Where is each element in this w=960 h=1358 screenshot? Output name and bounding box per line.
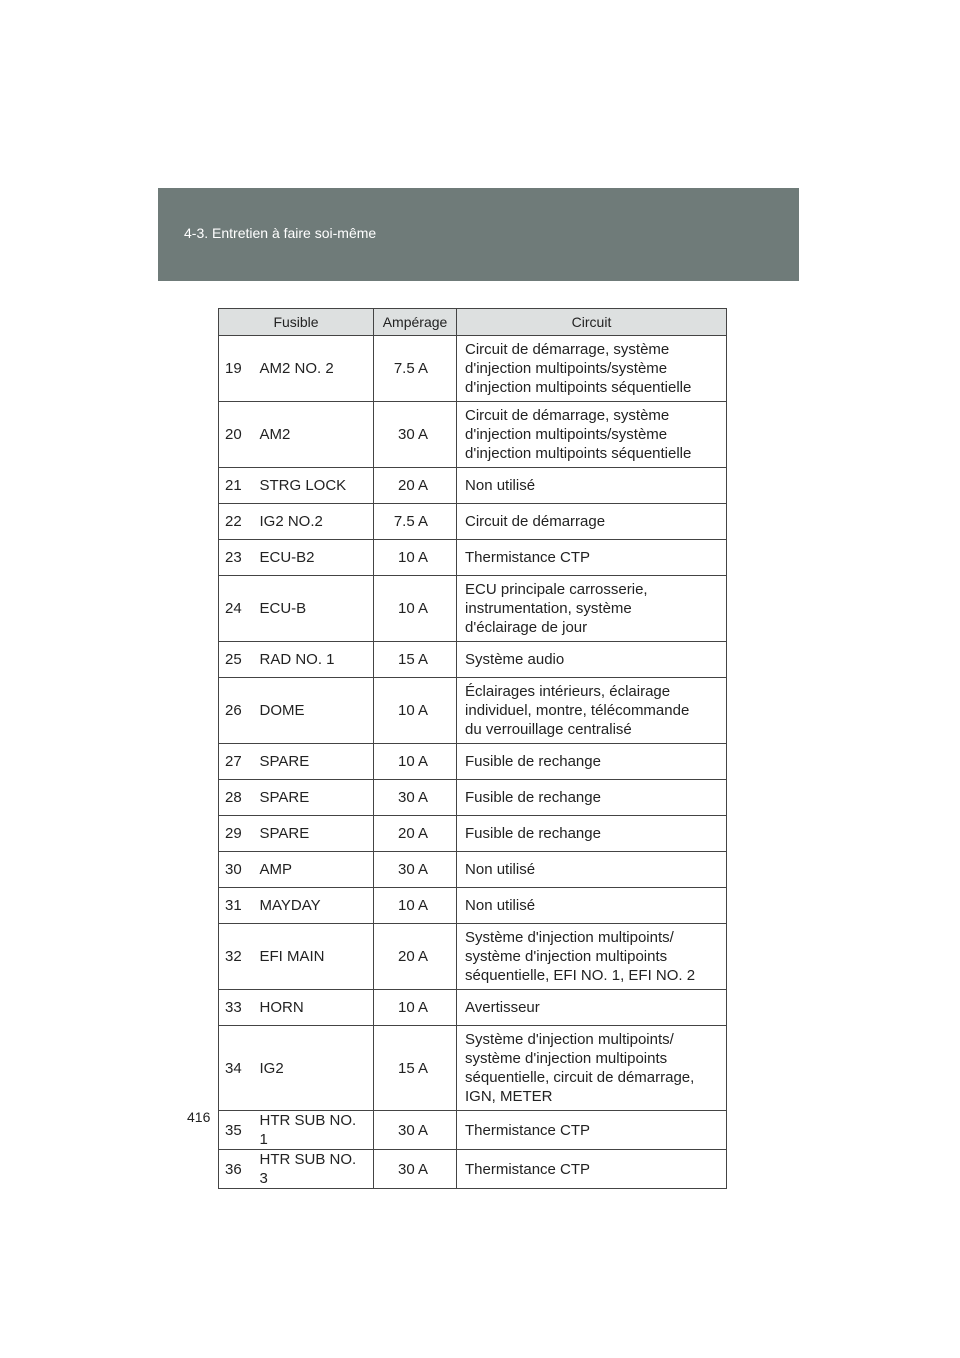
circuit-line: du verrouillage centralisé: [465, 721, 632, 738]
section-title: 4-3. Entretien à faire soi-même: [184, 225, 377, 241]
circuit-line: Non utilisé: [465, 477, 536, 494]
fuse-name: IG2: [250, 1026, 374, 1111]
fuse-name: AMP: [250, 852, 374, 888]
fuse-name: SPARE: [250, 816, 374, 852]
fuse-name: AM2 NO. 2: [250, 336, 374, 402]
fuse-name: ECU-B2: [250, 540, 374, 576]
fuse-amperage: 30 A: [374, 402, 457, 468]
fuse-number: 22: [219, 504, 250, 540]
table-row: [219, 402, 727, 468]
page-number: 416: [187, 1109, 211, 1125]
table-row: [219, 540, 727, 576]
column-header-amperage: Ampérage: [374, 309, 457, 336]
fuse-name: SPARE: [250, 744, 374, 780]
fuse-number: 26: [219, 678, 250, 744]
circuit-line: Avertisseur: [465, 999, 540, 1016]
fuse-amperage: 15 A: [374, 642, 457, 678]
circuit-line: Fusible de rechange: [465, 825, 601, 842]
circuit-line: d'éclairage de jour: [465, 619, 588, 636]
fuse-number: 21: [219, 468, 250, 504]
circuit-line: ECU principale carrosserie,: [465, 581, 648, 598]
fuse-name: HTR SUB NO. 1: [250, 1111, 374, 1150]
fuse-number: 33: [219, 990, 250, 1026]
fuse-number: 36: [219, 1150, 250, 1189]
circuit-line: IGN, METER: [465, 1088, 553, 1105]
fuse-circuit: [457, 1150, 727, 1189]
circuit-line: d'injection multipoints/système: [465, 426, 668, 443]
fuse-name: RAD NO. 1: [250, 642, 374, 678]
circuit-line: Éclairages intérieurs, éclairage: [465, 683, 671, 700]
fuse-number: 28: [219, 780, 250, 816]
table-row: [219, 504, 727, 540]
table-row: [219, 924, 727, 990]
fuse-number: 30: [219, 852, 250, 888]
fuse-name: DOME: [250, 678, 374, 744]
table-row: [219, 642, 727, 678]
circuit-line: Thermistance CTP: [465, 549, 591, 566]
table-row: [219, 780, 727, 816]
circuit-line: Système audio: [465, 651, 565, 668]
fuse-amperage: 15 A: [374, 1026, 457, 1111]
fuse-circuit: [457, 780, 727, 816]
fuse-number: 24: [219, 576, 250, 642]
table-row: [219, 816, 727, 852]
fuse-amperage: 30 A: [374, 780, 457, 816]
fuse-amperage: 10 A: [374, 576, 457, 642]
fuse-number: 25: [219, 642, 250, 678]
fuse-circuit: [457, 642, 727, 678]
fuse-circuit: [457, 678, 727, 744]
circuit-line: d'injection multipoints séquentielle: [465, 445, 692, 462]
fuse-number: 31: [219, 888, 250, 924]
fuse-circuit: [457, 504, 727, 540]
fuse-circuit: [457, 1026, 727, 1111]
circuit-line: individuel, montre, télécommande: [465, 702, 690, 719]
fuse-amperage: 7.5 A: [374, 336, 457, 402]
fuse-name: HTR SUB NO. 3: [250, 1150, 374, 1189]
fuse-number: 19: [219, 336, 250, 402]
fuse-number: 23: [219, 540, 250, 576]
fuse-amperage: 10 A: [374, 540, 457, 576]
fuse-amperage: 10 A: [374, 888, 457, 924]
table-row: [219, 852, 727, 888]
circuit-line: Fusible de rechange: [465, 753, 601, 770]
fuse-amperage: 10 A: [374, 990, 457, 1026]
table-header-row: [219, 309, 727, 336]
circuit-line: système d'injection multipoints: [465, 1050, 668, 1067]
fuse-number: 27: [219, 744, 250, 780]
fuse-circuit: [457, 576, 727, 642]
circuit-line: Thermistance CTP: [465, 1160, 591, 1178]
table-row: [219, 888, 727, 924]
fuse-name: IG2 NO.2: [250, 504, 374, 540]
circuit-line: Circuit de démarrage: [465, 513, 606, 530]
fuse-circuit: [457, 468, 727, 504]
table-row: [219, 990, 727, 1026]
fuse-name: SPARE: [250, 780, 374, 816]
circuit-line: d'injection multipoints/système: [465, 360, 668, 377]
section-header-band: [158, 188, 799, 281]
fuse-table-body: [219, 336, 727, 1189]
fuse-amperage: 20 A: [374, 816, 457, 852]
fuse-amperage: 10 A: [374, 744, 457, 780]
circuit-line: Circuit de démarrage, système: [465, 407, 670, 424]
table-row: [219, 1026, 727, 1111]
circuit-line: instrumentation, système: [465, 600, 632, 617]
circuit-line: Thermistance CTP: [465, 1121, 591, 1139]
fuse-name: EFI MAIN: [250, 924, 374, 990]
fuse-table: [218, 308, 727, 1189]
fuse-amperage: 20 A: [374, 468, 457, 504]
fuse-amperage: 30 A: [374, 852, 457, 888]
circuit-line: Circuit de démarrage, système: [465, 341, 670, 358]
fuse-amperage: 20 A: [374, 924, 457, 990]
fuse-circuit: [457, 540, 727, 576]
fuse-number: 34: [219, 1026, 250, 1111]
fuse-circuit: [457, 402, 727, 468]
fuse-name: MAYDAY: [250, 888, 374, 924]
table-row: [219, 1150, 727, 1189]
fuse-circuit: [457, 816, 727, 852]
circuit-line: système d'injection multipoints: [465, 948, 668, 965]
table-row: [219, 744, 727, 780]
fuse-circuit: [457, 924, 727, 990]
column-header-fuse: Fusible: [219, 309, 374, 336]
circuit-line: Non utilisé: [465, 897, 536, 914]
table-row: [219, 336, 727, 402]
fuse-amperage: 30 A: [374, 1150, 457, 1189]
fuse-name: HORN: [250, 990, 374, 1026]
table-row: [219, 678, 727, 744]
fuse-name: STRG LOCK: [250, 468, 374, 504]
fuse-number: 32: [219, 924, 250, 990]
table-row: [219, 576, 727, 642]
fuse-name: AM2: [250, 402, 374, 468]
fuse-amperage: 30 A: [374, 1111, 457, 1150]
fuse-amperage: 7.5 A: [374, 504, 457, 540]
fuse-amperage: 10 A: [374, 678, 457, 744]
column-header-circuit: Circuit: [457, 309, 727, 336]
fuse-number: 29: [219, 816, 250, 852]
fuse-circuit: [457, 1111, 727, 1150]
table-row: [219, 468, 727, 504]
fuse-number: 20: [219, 402, 250, 468]
fuse-number: 35: [219, 1111, 250, 1150]
circuit-line: Non utilisé: [465, 861, 536, 878]
fuse-circuit: [457, 336, 727, 402]
circuit-line: séquentielle, EFI NO. 1, EFI NO. 2: [465, 967, 696, 984]
fuse-name: ECU-B: [250, 576, 374, 642]
circuit-line: d'injection multipoints séquentielle: [465, 379, 692, 396]
fuse-circuit: [457, 852, 727, 888]
table-row: [219, 1111, 727, 1150]
fuse-circuit: [457, 888, 727, 924]
circuit-line: Système d'injection multipoints/: [465, 929, 674, 946]
fuse-circuit: [457, 990, 727, 1026]
fuse-circuit: [457, 744, 727, 780]
circuit-line: Système d'injection multipoints/: [465, 1031, 674, 1048]
circuit-line: séquentielle, circuit de démarrage,: [465, 1069, 695, 1086]
circuit-line: Fusible de rechange: [465, 789, 601, 806]
